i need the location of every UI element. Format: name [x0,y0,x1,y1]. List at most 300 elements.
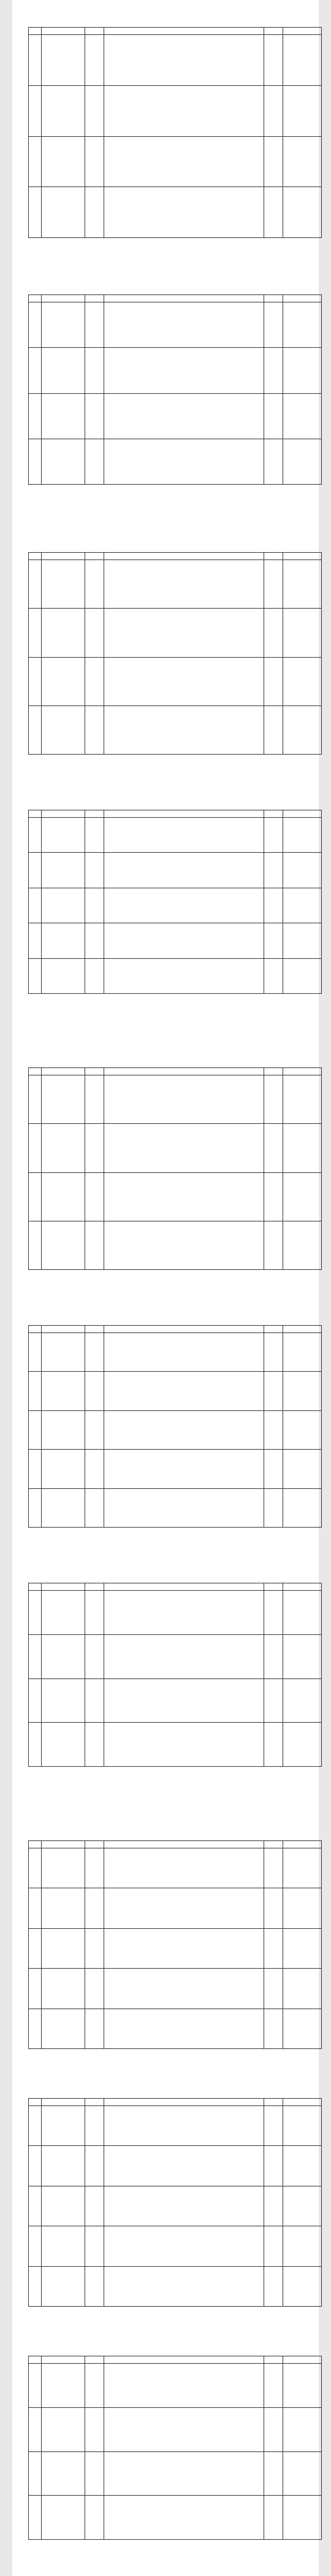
cell-no [29,2496,42,2540]
column-header [283,28,322,35]
cell-area [264,1591,283,1635]
cell-unit [283,2226,322,2266]
cell-loc [85,1221,104,1269]
cell-no [29,2364,42,2408]
cell-body [104,85,264,136]
column-header [264,810,283,818]
cell-area [264,888,283,923]
data-table [28,552,322,755]
cell-loc [85,1928,104,1968]
cell-unit [283,1723,322,1767]
cell-area [264,1075,283,1124]
cell-body [104,2186,264,2226]
cell-loc [85,1591,104,1635]
cell-area [264,1172,283,1221]
cell-area [264,136,283,187]
cell-no [29,853,42,888]
cell-unit [283,706,322,754]
cell-loc [85,1450,104,1488]
column-header [29,1326,42,1333]
cell-no [29,1333,42,1372]
cell-name [42,1888,85,1928]
cell-name [42,136,85,187]
cell-unit [283,609,322,657]
cell-name [42,1928,85,1968]
cell-area [264,1488,283,1527]
column-header [42,2356,85,2364]
cell-area [264,1928,283,1968]
cell-name [42,302,85,348]
cell-no [29,2226,42,2266]
cell-name [42,439,85,484]
cell-loc [85,1410,104,1449]
table-header-row [29,2356,322,2364]
cell-area [264,2496,283,2540]
cell-loc [85,1634,104,1678]
cell-body [104,958,264,993]
table-row [29,1848,322,1888]
cell-body [104,1888,264,1928]
cell-no [29,393,42,439]
page [12,2061,319,2319]
cell-name [42,958,85,993]
cell-name [42,2364,85,2408]
table-row [29,2106,322,2146]
cell-name [42,2186,85,2226]
cell-no [29,1928,42,1968]
column-header [283,1583,322,1591]
cell-name [42,2009,85,2048]
cell-body [104,2146,264,2186]
cell-name [42,1124,85,1172]
cell-area [264,302,283,348]
data-table [28,1840,322,2049]
table-header-row [29,28,322,35]
cell-name [42,1410,85,1449]
column-header [29,295,42,302]
cell-loc [85,923,104,958]
table-row [29,706,322,754]
table-row [29,348,322,393]
table-row [29,1969,322,2009]
cell-loc [85,818,104,853]
cell-area [264,1410,283,1449]
cell-no [29,2451,42,2496]
cell-body [104,2364,264,2408]
cell-area [264,1969,283,2009]
cell-unit [283,1488,322,1527]
cell-unit [283,853,322,888]
cell-loc [85,348,104,393]
cell-unit [283,560,322,609]
page [12,1804,319,2061]
column-header [85,28,104,35]
cell-area [264,35,283,86]
cell-no [29,1410,42,1449]
cell-body [104,657,264,706]
cell-body [104,2451,264,2496]
column-header [104,1583,264,1591]
cell-unit [283,1075,322,1124]
table-header-row [29,1583,322,1591]
table-row [29,560,322,609]
table-header-row [29,295,322,302]
column-header [85,1326,104,1333]
cell-body [104,2226,264,2266]
cell-no [29,2106,42,2146]
column-header [104,810,264,818]
cell-body [104,853,264,888]
table-row [29,1928,322,1968]
cell-unit [283,1410,322,1449]
cell-loc [85,439,104,484]
page [12,1288,319,1546]
cell-body [104,2407,264,2451]
cell-loc [85,2146,104,2186]
cell-body [104,35,264,86]
column-header [264,295,283,302]
cell-no [29,1124,42,1172]
column-header [264,1326,283,1333]
cell-no [29,439,42,484]
cell-loc [85,2407,104,2451]
cell-no [29,1591,42,1635]
column-header [29,810,42,818]
cell-no [29,1450,42,1488]
cell-no [29,1172,42,1221]
table-row [29,1075,322,1124]
cell-body [104,439,264,484]
column-header [283,295,322,302]
column-header [283,1068,322,1075]
cell-no [29,35,42,86]
cell-area [264,818,283,853]
cell-name [42,2451,85,2496]
cell-no [29,136,42,187]
cell-unit [283,439,322,484]
table-row [29,923,322,958]
column-header [264,1583,283,1591]
table-row [29,609,322,657]
table-row [29,1591,322,1635]
cell-no [29,2186,42,2226]
cell-name [42,706,85,754]
cell-name [42,2146,85,2186]
data-table [28,810,322,994]
cell-area [264,2266,283,2306]
cell-area [264,348,283,393]
column-header [85,1583,104,1591]
cell-unit [283,2451,322,2496]
column-header [283,553,322,560]
page [12,1031,319,1288]
column-header [42,1068,85,1075]
cell-body [104,302,264,348]
column-header [283,1326,322,1333]
cell-unit [283,2364,322,2408]
table-row [29,393,322,439]
column-header [85,553,104,560]
cell-loc [85,2226,104,2266]
table-row [29,1124,322,1172]
cell-no [29,1969,42,2009]
cell-unit [283,2266,322,2306]
table-row [29,1450,322,1488]
cell-unit [283,1372,322,1410]
cell-unit [283,1172,322,1221]
cell-body [104,818,264,853]
cell-loc [85,1333,104,1372]
cell-no [29,302,42,348]
column-header [104,28,264,35]
cell-area [264,706,283,754]
data-table [28,2098,322,2307]
cell-area [264,657,283,706]
cell-area [264,560,283,609]
cell-body [104,1372,264,1410]
column-header [104,2356,264,2364]
table-row [29,1634,322,1678]
cell-body [104,706,264,754]
cell-body [104,1723,264,1767]
cell-area [264,923,283,958]
cell-no [29,706,42,754]
cell-name [42,888,85,923]
cell-no [29,2407,42,2451]
table-row [29,1221,322,1269]
cell-loc [85,1172,104,1221]
cell-unit [283,2106,322,2146]
column-header [29,553,42,560]
cell-no [29,657,42,706]
cell-no [29,1075,42,1124]
cell-body [104,1124,264,1172]
cell-loc [85,657,104,706]
column-header [264,1068,283,1075]
cell-name [42,1450,85,1488]
cell-name [42,657,85,706]
cell-no [29,2009,42,2048]
cell-area [264,609,283,657]
cell-loc [85,1723,104,1767]
table-header-row [29,1068,322,1075]
table-row [29,1410,322,1449]
table-header-row [29,810,322,818]
cell-loc [85,1848,104,1888]
column-header [104,553,264,560]
cell-unit [283,2186,322,2226]
cell-area [264,1372,283,1410]
cell-area [264,1221,283,1269]
cell-unit [283,923,322,958]
cell-no [29,609,42,657]
cell-body [104,187,264,238]
cell-body [104,1678,264,1723]
cell-loc [85,136,104,187]
cell-area [264,1450,283,1488]
table-row [29,439,322,484]
cell-name [42,2496,85,2540]
cell-no [29,1888,42,1928]
page [12,0,319,258]
cell-no [29,1372,42,1410]
table-row [29,2009,322,2048]
cell-loc [85,2106,104,2146]
cell-no [29,1488,42,1527]
cell-loc [85,958,104,993]
cell-unit [283,1888,322,1928]
cell-no [29,348,42,393]
column-header [104,2099,264,2106]
table-row [29,958,322,993]
table-header-row [29,2099,322,2106]
cell-body [104,2106,264,2146]
column-header [283,810,322,818]
column-header [29,1068,42,1075]
cell-body [104,1075,264,1124]
data-table [28,27,322,238]
table-row [29,2496,322,2540]
cell-unit [283,2009,322,2048]
cell-area [264,393,283,439]
column-header [42,28,85,35]
cell-unit [283,1678,322,1723]
column-header [264,553,283,560]
column-header [104,1068,264,1075]
table-row [29,657,322,706]
column-header [85,2099,104,2106]
column-header [42,810,85,818]
cell-name [42,923,85,958]
table-row [29,888,322,923]
table-row [29,1372,322,1410]
table-row [29,302,322,348]
cell-name [42,1591,85,1635]
cell-area [264,187,283,238]
table-row [29,2146,322,2186]
column-header [283,2356,322,2364]
cell-no [29,560,42,609]
cell-name [42,1221,85,1269]
cell-loc [85,1488,104,1527]
cell-loc [85,888,104,923]
table-row [29,187,322,238]
cell-no [29,2146,42,2186]
cell-name [42,1848,85,1888]
page [12,2319,319,2576]
cell-unit [283,1848,322,1888]
cell-loc [85,706,104,754]
cell-unit [283,2407,322,2451]
cell-unit [283,1450,322,1488]
data-table [28,294,322,485]
cell-body [104,2009,264,2048]
cell-name [42,1172,85,1221]
cell-unit [283,136,322,187]
cell-no [29,187,42,238]
cell-no [29,1723,42,1767]
cell-unit [283,1969,322,2009]
cell-body [104,136,264,187]
cell-area [264,2407,283,2451]
cell-loc [85,609,104,657]
cell-name [42,1634,85,1678]
table-row [29,2364,322,2408]
cell-name [42,1333,85,1372]
table-row [29,1888,322,1928]
cell-no [29,85,42,136]
cell-body [104,348,264,393]
cell-area [264,853,283,888]
cell-body [104,2266,264,2306]
column-header [85,1068,104,1075]
cell-area [264,2364,283,2408]
cell-unit [283,35,322,86]
column-header [104,1841,264,1848]
column-header [283,1841,322,1848]
cell-area [264,1723,283,1767]
cell-unit [283,1221,322,1269]
table-row [29,2226,322,2266]
column-header [264,1841,283,1848]
cell-area [264,1888,283,1928]
table-row [29,1723,322,1767]
cell-unit [283,818,322,853]
cell-loc [85,35,104,86]
cell-loc [85,2496,104,2540]
cell-area [264,1678,283,1723]
cell-no [29,923,42,958]
cell-no [29,888,42,923]
table-row [29,35,322,86]
cell-area [264,1124,283,1172]
cell-name [42,35,85,86]
cell-no [29,1221,42,1269]
cell-body [104,1450,264,1488]
cell-body [104,1928,264,1968]
column-header [42,1583,85,1591]
cell-body [104,1221,264,1269]
column-header [85,1841,104,1848]
column-header [42,2099,85,2106]
cell-name [42,348,85,393]
cell-no [29,1678,42,1723]
cell-loc [85,302,104,348]
cell-area [264,2451,283,2496]
table-header-row [29,1326,322,1333]
cell-loc [85,1969,104,2009]
cell-loc [85,2009,104,2048]
cell-name [42,560,85,609]
table-row [29,853,322,888]
data-table [28,1583,322,1767]
table-row [29,1678,322,1723]
cell-unit [283,2496,322,2540]
cell-area [264,2226,283,2266]
column-header [104,1326,264,1333]
cell-loc [85,1678,104,1723]
column-header [283,2099,322,2106]
cell-name [42,85,85,136]
cell-name [42,2407,85,2451]
table-row [29,2407,322,2451]
cell-area [264,439,283,484]
table-row [29,85,322,136]
cell-area [264,2009,283,2048]
cell-body [104,1333,264,1372]
cell-area [264,1333,283,1372]
cell-unit [283,1591,322,1635]
